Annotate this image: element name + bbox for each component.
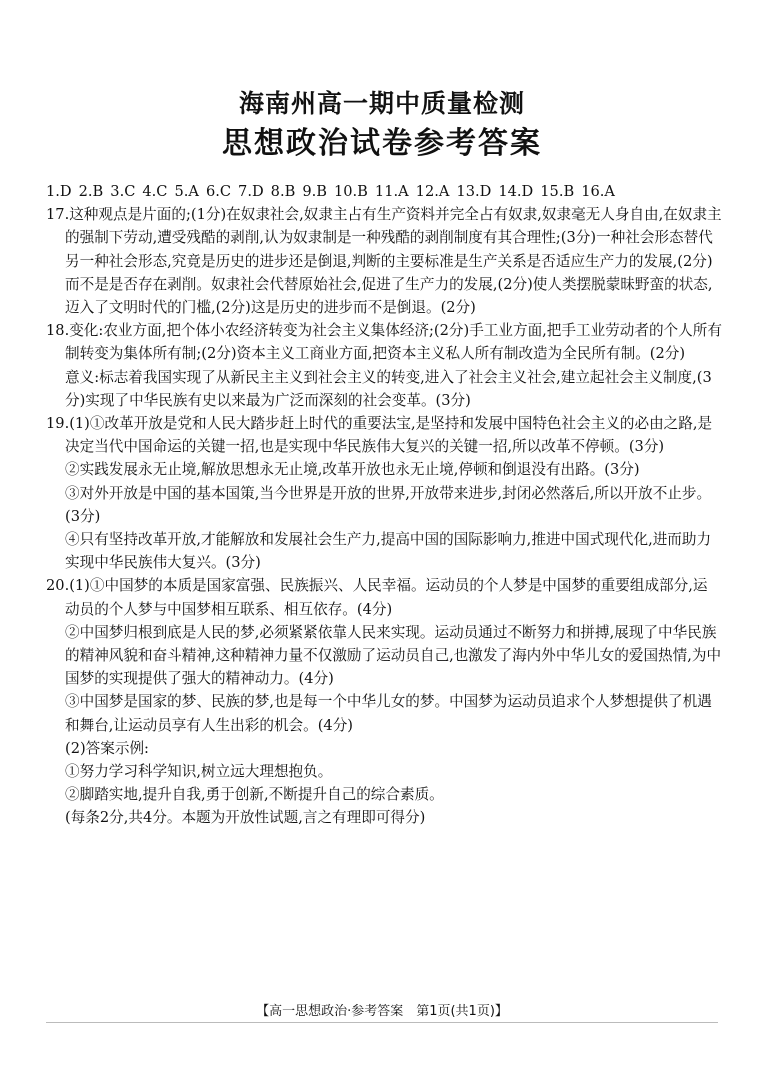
choice-answer: 12.A — [415, 183, 450, 200]
choice-answer: 1.D — [46, 183, 72, 200]
choice-answer: 9.B — [302, 183, 327, 200]
answer-q20-scoring-note: (每条2分,共4分。本题为开放性试题,言之有理即可得分) — [65, 809, 426, 827]
answer-q20-part-2-heading: (2)答案示例: — [65, 739, 149, 757]
choice-answer: 13.D — [456, 183, 492, 200]
choice-answer: 2.B — [78, 183, 104, 200]
page-footer: 【高一思想政治·参考答案 第1页(共1页)】 — [256, 1004, 508, 1019]
answer-q20-point-2: ②中国梦归根到底是人民的梦,必须紧紧依靠人民来实现。运动员通过不断努力和拼搏,展现了中华民族的精神风貌和奋斗精神,这种精神力量不仅激励了运动员自己,也激发了海内外中华儿女的爱国热情,为中国梦的实现提供了强大的精神动力。(4分) — [65, 623, 722, 688]
answer-q18-change: 18.变化:农业方面,把个体小农经济转变为社会主义集体经济;(2分)手工业方面,把手工业劳动者的个人所有制转变为集体所有制;(2分)资本主义工商业方面,把资本主义私人所有制改造为全民所有制。(2分) — [46, 322, 722, 363]
answer-q18-meaning: 意义:标志着我国实现了从新民主主义到社会主义的转变,进入了社会主义社会,建立起社会主义制度,(3分)实现了中华民族有史以来最为广泛而深刻的社会变革。(3分) — [65, 368, 712, 409]
answer-q19-point-2: ②实践发展永无止境,解放思想永无止境,改革开放也永无止境,停顿和倒退没有出路。(3分) — [65, 461, 640, 479]
choice-answer: 16.A — [581, 183, 615, 200]
choice-answers — [46, 180, 722, 203]
document-title: 思想政治试卷参考答案 — [222, 126, 542, 161]
choice-answer: 5.A — [174, 183, 199, 200]
choice-answer: 3.C — [110, 183, 136, 200]
exam-title: 海南州高一期中质量检测 — [238, 89, 525, 118]
answer-q20-point-1: 20.(1)①中国梦的本质是国家富强、民族振兴、人民幸福。运动员的个人梦是中国梦的重要组成部分,运动员的个人梦与中国梦相互联系、相互依存。(4分) — [46, 577, 708, 618]
answer-q19-point-1: 19.(1)①改革开放是党和人民大踏步赶上时代的重要法宝,是坚持和发展中国特色社会主义的必由之路,是决定当代中国命运的关键一招,也是实现中华民族伟大复兴的关键一招,所以改革不停顿。(3分) — [46, 415, 713, 456]
choice-answer: 8.B — [270, 183, 296, 200]
choice-answer: 4.C — [142, 183, 168, 200]
answer-q17: 17.这种观点是片面的;(1分)在奴隶社会,奴隶主占有生产资料并完全占有奴隶,奴隶毫无人身自由,在奴隶主的强制下劳动,遭受残酷的剥削,认为奴隶制是一种残酷的剥削制度有其合理性;(3分)一种社会形态替代另一种社会形态,究竟是历史的进步还是倒退,判断的主要标准是生产关系是否适应生产力的发展,(2分)而不是是否存在剥削。奴隶社会代替原始社会,促进了生产力的发展,(2分)使人类摆脱蒙昧野蛮的状态,迈入了文明时代的门槛,(2分)这是历史的进步而不是倒退。(2分) — [46, 206, 722, 317]
choice-answer: 14.D — [498, 183, 534, 200]
choice-answer: 15.B — [540, 183, 575, 200]
answer-q20-point-3: ③中国梦是国家的梦、民族的梦,也是每一个中华儿女的梦。中国梦为运动员追求个人梦想提供了机遇和舞台,让运动员享有人生出彩的机会。(4分) — [65, 693, 712, 734]
answer-q20-example-2: ②脚踏实地,提升自我,勇于创新,不断提升自己的综合素质。 — [65, 786, 444, 804]
answer-q19-point-3: ③对外开放是中国的基本国策,当今世界是开放的世界,开放带来进步,封闭必然落后,所以开放不止步。(3分) — [65, 484, 712, 525]
choice-answer: 6.C — [205, 183, 232, 200]
choice-answer: 11.A — [374, 183, 409, 200]
answer-content — [46, 180, 722, 830]
answer-q20-example-1: ①努力学习科学知识,树立远大理想抱负。 — [65, 763, 333, 781]
choice-answer: 10.B — [333, 183, 368, 200]
choice-answer: 7.D — [238, 183, 264, 200]
answer-q19-point-4: ④只有坚持改革开放,才能解放和发展社会生产力,提高中国的国际影响力,推进中国式现代化,进而助力实现中华民族伟大复兴。(3分) — [65, 531, 712, 572]
footer-divider — [46, 1022, 718, 1023]
